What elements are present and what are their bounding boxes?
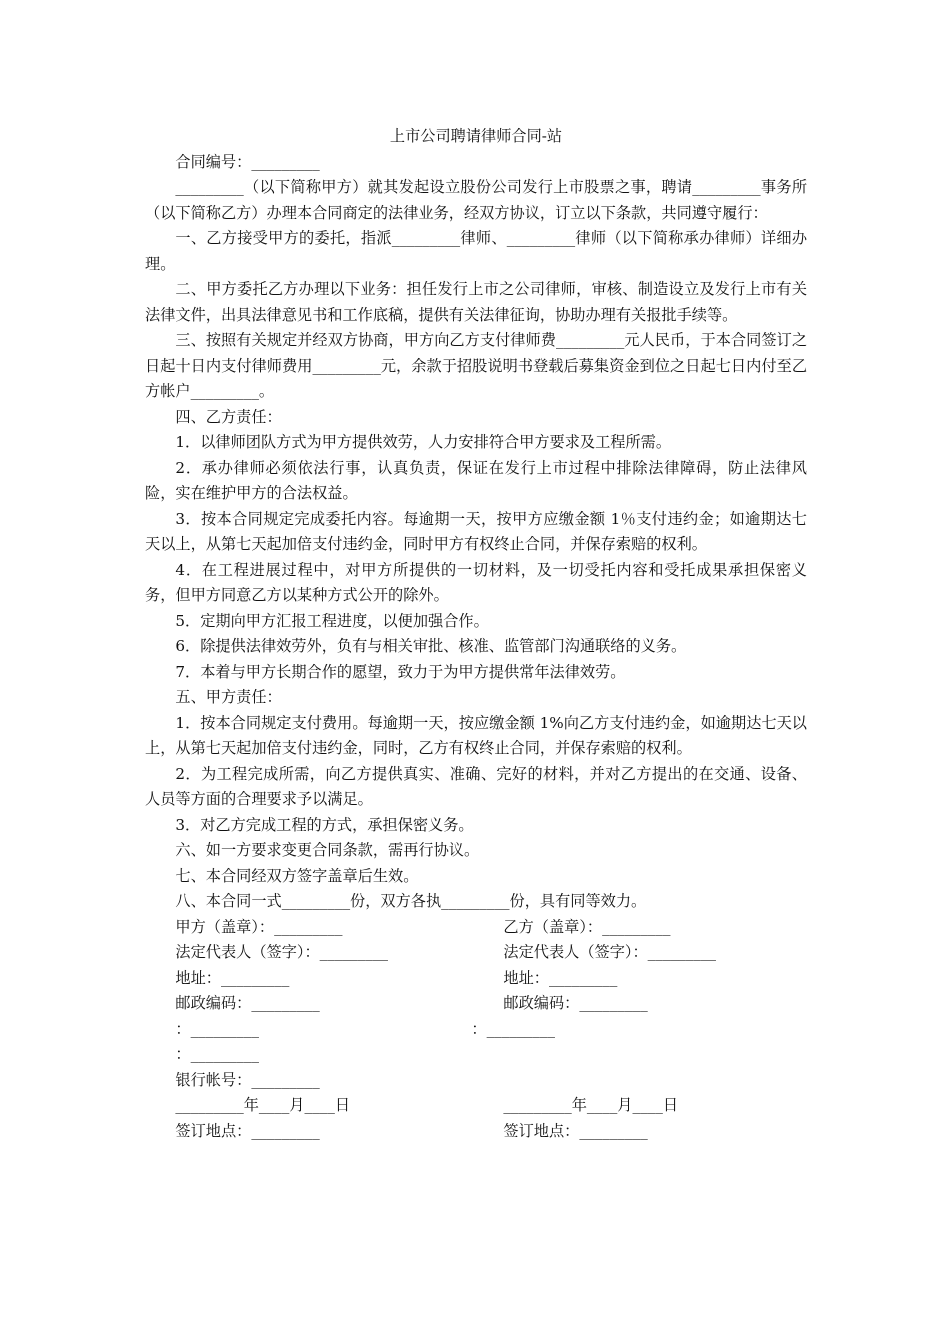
- party-b-postcode: 邮政编码：_________: [503, 994, 648, 1012]
- clause-5-item-3: 3．对乙方完成工程的方式，承担保密义务。: [175, 815, 474, 834]
- clause-7: 七、本合同经双方签字盖章后生效。: [175, 866, 419, 885]
- signature-row-colon-single: [145, 1042, 807, 1068]
- preamble-paragraph: _________（以下简称甲方）就其发起设立股份公司发行上市股票之事，聘请_________事务所（以下简称乙方）办理本合同商定的法律业务，经双方协议，订立以下条款，共同遵守履行：: [145, 178, 807, 222]
- clause-4-item-1: 1．以律师团队方式为甲方提供效劳，人力安排符合甲方要求及工程所需。: [175, 433, 672, 451]
- clause-4-item-6: 6．除提供法律效劳外，负有与相关审批、核准、监管部门沟通联络的义务。: [175, 637, 687, 655]
- clause-4-item-3: 3．按本合同规定完成委托内容。每逾期一天，按甲方应缴金额 1％支付违约金；如逾期达七天以上，从第七天起加倍支付违约金，同时甲方有权终止合同，并保存索赔的权利。: [145, 509, 807, 553]
- clause-4-heading: 四、乙方责任：: [175, 407, 282, 426]
- signature-row-representative: [145, 940, 807, 966]
- party-a-postcode: 邮政编码：_________: [175, 994, 320, 1012]
- signature-row-colon: [145, 1017, 807, 1043]
- party-b-address: 地址：_________: [503, 968, 618, 987]
- party-a-date: _________年____月____日: [175, 1096, 351, 1114]
- party-b-seal: 乙方（盖章）：_________: [503, 917, 671, 936]
- clause-4-item-5: 5．定期向甲方汇报工程进度，以便加强合作。: [175, 611, 489, 630]
- party-b-signing-place: 签订地点：_________: [503, 1121, 648, 1140]
- document-title: 上市公司聘请律师合同-站: [389, 127, 563, 145]
- party-b-date: _________年____月____日: [503, 1096, 679, 1114]
- clause-5-heading: 五、甲方责任：: [175, 688, 282, 706]
- signature-row-date: [145, 1093, 807, 1119]
- party-a-address: 地址：_________: [175, 968, 290, 987]
- party-a-colon-field: ：_________: [175, 1019, 259, 1038]
- party-b-representative: 法定代表人（签字）：_________: [503, 943, 717, 961]
- clause-5-item-1: 1．按本合同规定支付费用。每逾期一天，按应缴金额 1%向乙方支付违约金，如逾期达七天以上，从第七天起加倍支付违约金，同时，乙方有权终止合同，并保存索赔的权利。: [145, 713, 807, 757]
- clause-3: 三、按照有关规定并经双方协商，甲方向乙方支付律师费_________元人民币，于本合同签订之日起十日内支付律师费用_________元，余款于招股说明书登载后募集资金到位之日起七日内付至乙方帐户_________。: [145, 331, 807, 400]
- bank-account: 银行帐号：_________: [175, 1070, 320, 1089]
- party-a-representative: 法定代表人（签字）：_________: [175, 943, 389, 961]
- clause-1: 一、乙方接受甲方的委托，指派_________律师、_________律师（以下简称承办律师）详细办理。: [145, 229, 807, 273]
- signature-row-seal: [145, 915, 807, 941]
- signature-row-address: [145, 966, 807, 992]
- signature-row-place: [145, 1119, 807, 1145]
- contract-document: [145, 124, 807, 1144]
- contract-number: 合同编号：_________: [175, 152, 320, 171]
- clause-5-item-2: 2．为工程完成所需，向乙方提供真实、准确、完好的材料，并对乙方提出的在交通、设备、人员等方面的合理要求予以满足。: [145, 764, 807, 808]
- clause-4-item-4: 4．在工程进展过程中，对甲方所提供的一切材料，及一切受托内容和受托成果承担保密义务，但甲方同意乙方以某种方式公开的除外。: [145, 560, 807, 604]
- signature-row-bank: [145, 1068, 807, 1094]
- party-a-signing-place: 签订地点：_________: [175, 1121, 320, 1140]
- clause-4-item-2: 2．承办律师必须依法行事，认真负责，保证在发行上市过程中排除法律障碍，防止法律风险，实在维护甲方的合法权益。: [145, 458, 807, 502]
- party-a-seal: 甲方（盖章）：_________: [175, 917, 343, 936]
- clause-8: 八、本合同一式_________份，双方各执_________份，具有同等效力。: [175, 892, 647, 910]
- clause-2: 二、甲方委托乙方办理以下业务：担任发行上市之公司律师，审核、制造设立及发行上市有关法律文件，出具法律意见书和工作底稿，提供有关法律征询，协助办理有关报批手续等。: [145, 280, 807, 324]
- clause-6: 六、如一方要求变更合同条款，需再行协议。: [175, 841, 480, 859]
- clause-4-item-7: 7．本着与甲方长期合作的愿望，致力于为甲方提供常年法律效劳。: [175, 662, 626, 681]
- colon-field: ：_________: [175, 1045, 259, 1063]
- signature-row-postcode: [145, 991, 807, 1017]
- party-b-colon-field: ：_________: [471, 1019, 555, 1038]
